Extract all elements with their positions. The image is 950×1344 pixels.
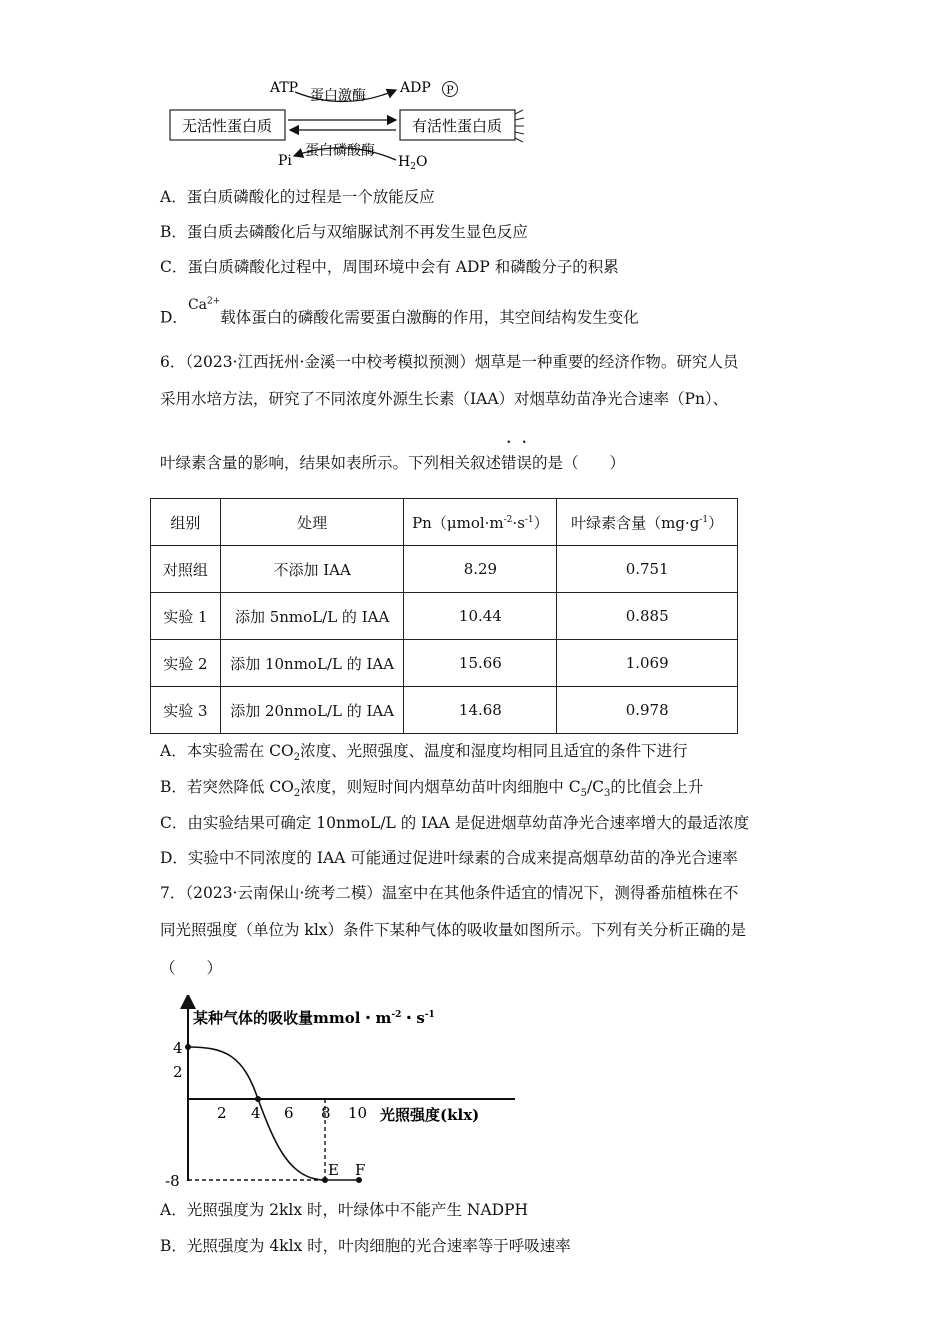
cell-chlorophyll: 1.069 xyxy=(557,640,738,687)
q5-option-b: B．蛋白质去磷酸化后与双缩脲试剂不再发生显色反应 xyxy=(160,223,528,241)
active-protein-label: 有活性蛋白质 xyxy=(411,117,503,135)
cell-chlorophyll: 0.885 xyxy=(557,593,738,640)
adp-label: ADP xyxy=(400,80,431,96)
q6-stem-line3: 叶绿素含量的影响，结果如表所示。下列相关叙述错误的是（ ） xyxy=(160,454,626,472)
phosphate-circle-label: P xyxy=(446,83,454,97)
y-tick-neg8: -8 xyxy=(165,1172,180,1190)
q6-option-b: B．若突然降低 $CO_2$浓度，则短时间内烟草幼苗叶肉细胞中 $C_5/C_3$的比值会上升 xyxy=(160,778,704,800)
cell-treatment: 添加 20nmoL/L 的 IAA xyxy=(220,687,404,734)
cell-group: 对照组 xyxy=(151,546,221,593)
q7-stem-line1: 7．（2023·云南保山·统考二模）温室中在其他条件适宜的情况下，测得番茄植株在不 xyxy=(160,884,739,902)
table-row xyxy=(151,687,738,734)
q6-option-a: A．本实验需在 $CO_2$浓度、光照强度、温度和湿度均相同且适宜的条件下进行 xyxy=(160,742,688,764)
x-tick-8: 8 xyxy=(321,1104,331,1122)
inactive-protein-label: 无活性蛋白质 xyxy=(181,117,273,135)
table-row xyxy=(151,593,738,640)
cell-treatment: 添加 10nmoL/L 的 IAA xyxy=(220,640,404,687)
cell-pn: 15.66 xyxy=(404,640,557,687)
q7-stem-line2: 同光照强度（单位为 klx）条件下某种气体的吸收量如图所示。下列有关分析正确的是 xyxy=(160,921,747,939)
table-row xyxy=(151,640,738,687)
emphasis-char: 误 xyxy=(516,454,533,472)
atp-label: ATP xyxy=(270,80,299,96)
x-tick-4: 4 xyxy=(251,1104,261,1122)
table-row xyxy=(151,546,738,593)
cell-chlorophyll: 0.978 xyxy=(557,687,738,734)
cell-pn: 10.44 xyxy=(404,593,557,640)
q7-option-b: B．光照强度为 4klx 时，叶肉细胞的光合速率等于呼吸速率 xyxy=(160,1237,571,1255)
q7-stem-line3: （ ） xyxy=(160,959,223,977)
table-header-row xyxy=(151,499,738,546)
q6-option-c: C．由实验结果可确定 10nmoL/L 的 IAA 是促进烟草幼苗净光合速率增大的最适浓度 xyxy=(160,814,750,832)
y-axis-label: 某种气体的吸收量mmol・$m^{-2}$・$s^{-1}$ xyxy=(193,1009,435,1027)
kinase-label: 蛋白激酶 xyxy=(310,88,366,104)
header-pn: $Pn(\mu mol\cdot m^{-2}\cdot s^{-1})$ xyxy=(404,499,557,546)
q7-option-a: A．光照强度为 2klx 时，叶绿体中不能产生 NADPH xyxy=(160,1201,529,1219)
active-site-marks xyxy=(515,110,524,142)
q5-option-c: C．蛋白质磷酸化过程中，周围环境中会有 ADP 和磷酸分子的积累 xyxy=(160,258,619,276)
cell-pn: 8.29 xyxy=(404,546,557,593)
point-f-label: F xyxy=(355,1161,366,1179)
x-tick-2: 2 xyxy=(217,1104,227,1122)
x-tick-10: 10 xyxy=(348,1104,368,1122)
phosphatase-label: 蛋白磷酸酶 xyxy=(305,143,375,159)
y-tick-4: 4 xyxy=(173,1039,183,1057)
q5-option-d xyxy=(160,296,639,330)
q5-option-d-prefix: D． xyxy=(160,308,188,327)
cell-group: 实验 3 xyxy=(151,687,221,734)
q5-option-a: A．蛋白质磷酸化的过程是一个放能反应 xyxy=(160,188,435,206)
header-treatment: 处理 xyxy=(220,499,404,546)
phosphorylation-diagram xyxy=(160,70,540,180)
cell-group: 实验 1 xyxy=(151,593,221,640)
emphasis-char: 错 xyxy=(501,454,517,472)
cell-group: 实验 2 xyxy=(151,640,221,687)
q6-option-d: D．实验中不同浓度的 IAA 可能通过促进叶绿素的合成来提高烟草幼苗的净光合速率 xyxy=(160,849,738,867)
cell-pn: 14.68 xyxy=(404,687,557,734)
x-tick-6: 6 xyxy=(284,1104,294,1122)
cell-treatment: 添加 5nmoL/L 的 IAA xyxy=(220,593,404,640)
q6-stem-line1: 6．（2023·江西抚州·金溪一中校考模拟预测）烟草是一种重要的经济作物。研究人员 xyxy=(160,353,739,371)
iaa-results-table xyxy=(150,498,738,734)
pi-label: Pi xyxy=(278,153,292,169)
point-e-label: E xyxy=(328,1161,339,1179)
calcium-ion: $Ca^{2+}$ xyxy=(187,296,221,313)
header-chlorophyll: 叶绿素含量$(mg\cdot g^{-1})$ xyxy=(557,499,738,546)
q5-option-d-text: 载体蛋白的磷酸化需要蛋白激酶的作用，其空间结构发生变化 xyxy=(220,308,639,327)
cell-treatment: 不添加 IAA xyxy=(220,546,404,593)
cell-chlorophyll: 0.751 xyxy=(557,546,738,593)
header-group: 组别 xyxy=(151,499,221,546)
y-tick-2: 2 xyxy=(173,1063,183,1081)
x-axis-label: 光照强度(klx) xyxy=(380,1106,480,1124)
h2o-label: $H_2O$ xyxy=(398,154,428,172)
q6-stem-line2: 采用水培方法，研究了不同浓度外源生长素（IAA）对烟草幼苗净光合速率（Pn）、 xyxy=(160,390,729,408)
gas-absorption-graph xyxy=(165,995,515,1195)
